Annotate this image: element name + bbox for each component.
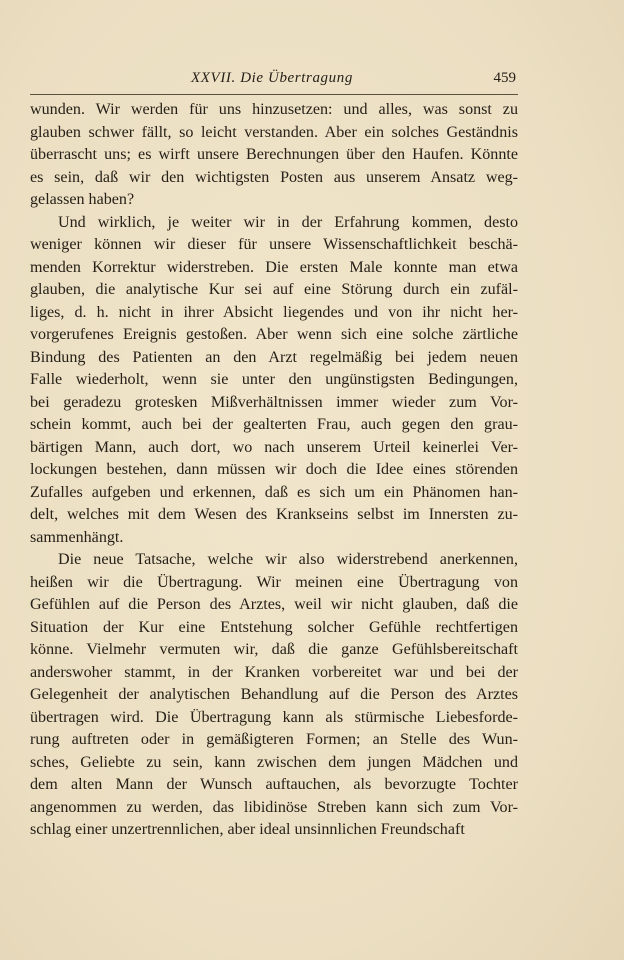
text-line: sammenhängt. [30, 528, 124, 546]
paragraph [30, 549, 518, 842]
text-line: Und wirklich, je weiter wir in der Erfahrung kommen, desto [58, 213, 518, 231]
text-line: menden Korrektur widerstreben. Die ersten Male konnte man etwa [30, 258, 518, 276]
text-line: weniger können wir dieser für unsere Wissenschaftlichkeit beschä- [30, 236, 518, 253]
text-line: glauben schwer fällt, so leicht verstanden. Aber ein solches Geständnis [30, 123, 518, 141]
text-line: vorgerufenes Ereignis gestoßen. Aber wenn sich eine solche zärtliche [30, 326, 518, 343]
text-line: Zufalles aufgeben und erkennen, daß es sich um ein Phänomen han- [30, 483, 518, 501]
text-line: wunden. Wir werden für uns hinzusetzen: und alles, was sonst zu [30, 101, 518, 118]
text-line: es sein, daß wir den wichtigsten Posten aus unserem Ansatz weg- [30, 168, 518, 186]
paragraph [30, 212, 518, 550]
text-line: schein kommt, auch bei der gealterten Frau, auch gegen den grau- [30, 416, 518, 433]
text-line: dem alten Mann der Wunsch auftauchen, als bevorzugte Tochter [30, 776, 518, 793]
header-divider [30, 94, 518, 95]
text-line: übertragen wird. Die Übertragung kann als stürmische Liebesforde- [30, 708, 518, 726]
text-line: Gelegenheit der analytischen Behandlung auf die Person des Arztes [30, 686, 518, 703]
text-line: Falle wiederholt, wenn sie unter den ungünstigsten Bedingungen, [30, 371, 518, 388]
text-line: gelassen haben? [30, 191, 135, 208]
text-line: schlag einer unzertrennlichen, aber ideal unsinnlichen Freundschaft [30, 821, 465, 838]
text-line: Situation der Kur eine Entstehung solcher Gefühle rechtfertigen [30, 618, 518, 636]
text-line: delt, welches mit dem Wesen des Krankseins selbst im Innersten zu- [30, 506, 518, 523]
text-line: bei geradezu grotesken Mißverhältnissen immer wieder zum Vor- [30, 393, 518, 411]
page-header [28, 70, 516, 94]
text-line: liges, d. h. nicht in ihrer Absicht liegendes und von ihr nicht her- [30, 303, 518, 321]
text-line: glauben, die analytische Kur sei auf eine Störung durch ein zufäl- [30, 281, 518, 298]
text-line: Die neue Tatsache, welche wir also widerstrebend anerkennen, [58, 551, 518, 568]
text-line: sches, Geliebte zu sein, kann zwischen dem jungen Mädchen und [30, 753, 518, 771]
page-number: 459 [493, 70, 516, 86]
text-line: lockungen bestehen, dann müssen wir doch die Idee eines störenden [30, 461, 518, 478]
text-line: anderswoher stammt, in der Kranken vorbereitet war und bei der [30, 663, 518, 681]
paragraph [30, 99, 518, 212]
text-line: heißen wir die Übertragung. Wir meinen eine Übertragung von [30, 573, 518, 591]
text-line: Bindung des Patienten an den Arzt regelmäßig bei jedem neuen [30, 348, 518, 366]
text-line: angenommen zu werden, das libidinöse Streben kann sich zum Vor- [30, 798, 518, 816]
text-line: könne. Vielmehr vermuten wir, daß die ganze Gefühlsbereitschaft [30, 641, 518, 658]
body-text [30, 99, 518, 842]
text-line: Gefühlen auf die Person des Arztes, weil wir nicht glauben, daß die [30, 596, 518, 613]
running-head: XXVII. Die Übertragung [191, 70, 353, 86]
text-line: überrascht uns; es wirft unsere Berechnungen über den Haufen. Könnte [30, 146, 518, 163]
text-line: rung auftreten oder in gemäßigteren Formen; an Stelle des Wun- [30, 731, 518, 748]
text-line: bärtigen Mann, auch dort, wo nach unserem Urteil keinerlei Ver- [30, 438, 518, 456]
